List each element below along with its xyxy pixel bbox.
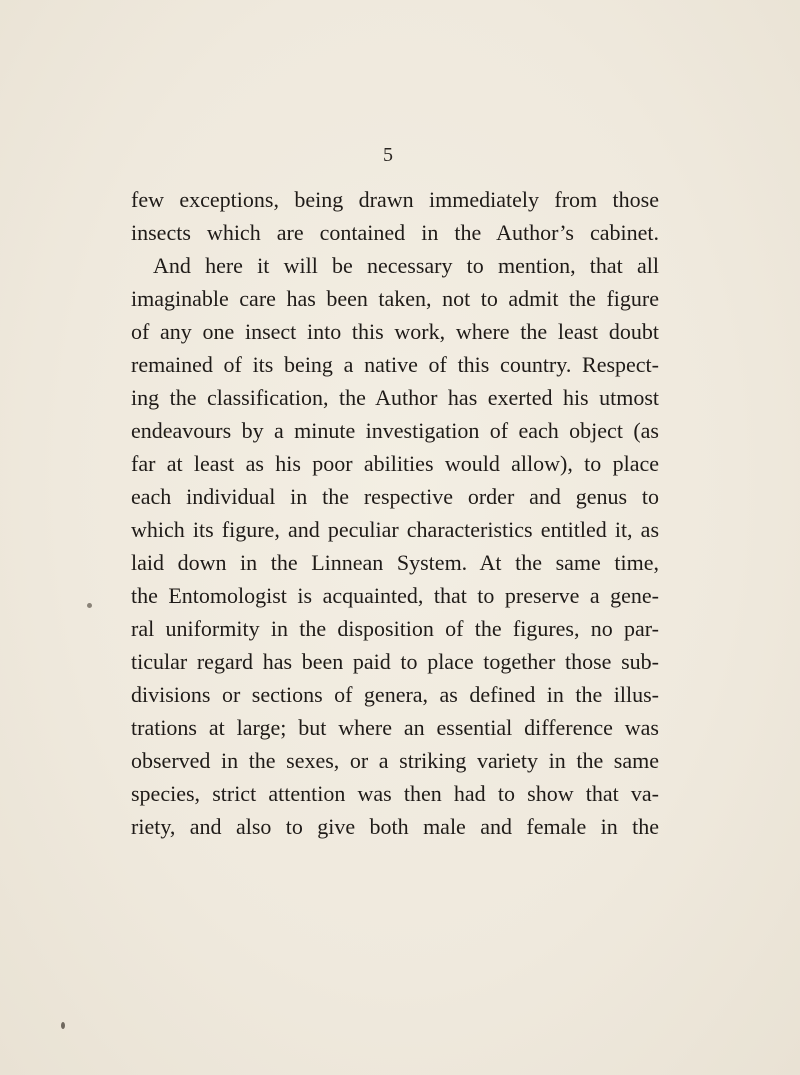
text-line: ing the classification, the Author has exerted his utmost: [131, 385, 659, 410]
text-line: observed in the sexes, or a striking variety in the same: [131, 748, 659, 773]
text-line: far at least as his poor abilities would allow), to place: [131, 451, 659, 476]
text-line: And here it will be necessary to mention, that all: [153, 253, 659, 278]
text-line: species, strict attention was then had to show that va-: [131, 781, 659, 806]
text-line: remained of its being a native of this country. Respect-: [131, 352, 659, 377]
text-line: of any one insect into this work, where the least doubt: [131, 319, 659, 344]
text-line: ticular regard has been paid to place together those sub-: [131, 649, 659, 674]
text-line: laid down in the Linnean System. At the same time,: [131, 550, 659, 575]
text-line: endeavours by a minute investigation of each object (as: [131, 418, 659, 443]
text-line: divisions or sections of genera, as defined in the illus-: [131, 682, 659, 707]
text-line: the Entomologist is acquainted, that to preserve a gene-: [131, 583, 659, 608]
text-line: ral uniformity in the disposition of the figures, no par-: [131, 616, 659, 641]
text-line: imaginable care has been taken, not to admit the figure: [131, 286, 659, 311]
paper-spot: [87, 603, 92, 608]
text-line: which its figure, and peculiar characteristics entitled it, as: [131, 517, 659, 542]
text-line: riety, and also to give both male and female in the: [131, 814, 659, 839]
body-text: [131, 183, 659, 843]
page-number: 5: [383, 144, 393, 166]
text-line: trations at large; but where an essential difference was: [131, 715, 659, 740]
text-line: few exceptions, being drawn immediately from those: [131, 187, 659, 212]
paper-spot: [61, 1022, 65, 1029]
text-line: each individual in the respective order and genus to: [131, 484, 659, 509]
text-line: insects which are contained in the Author’s cabinet.: [131, 220, 659, 245]
